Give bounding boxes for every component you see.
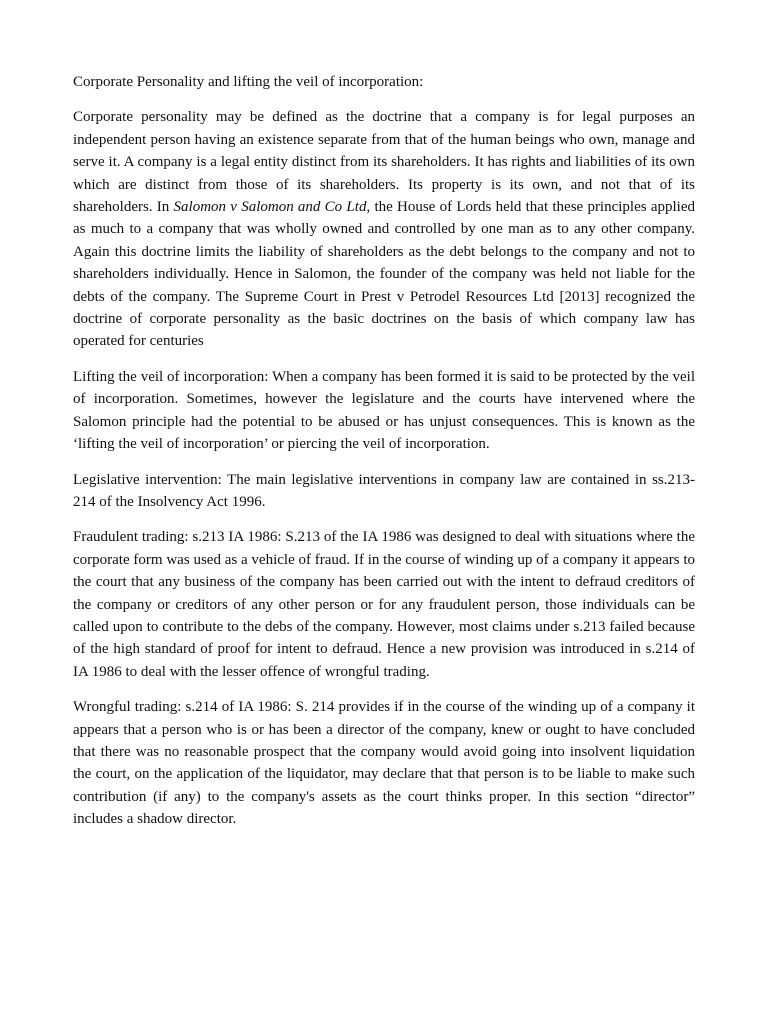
paragraph-corporate-personality (73, 106, 695, 352)
case-citation: Salomon v Salomon and Co Ltd (173, 199, 367, 216)
paragraph-fraudulent-trading: Fraudulent trading: s.213 IA 1986: S.213 of the IA 1986 was designed to deal with situations where the corporate form was used as a vehicle of fraud. If in the course of winding up of a company it appears to the court that any business of the company has been carried out with the intent to defraud creditors of the company or creditors of any other person or for any fraudulent person, those individuals can be called upon to contribute to the debs of the company. However, most claims under s.213 failed because of the high standard of proof for intent to defraud. Hence a new provision was introduced in s.214 of IA 1986 to deal with the lesser offence of wrongful trading. (73, 529, 695, 680)
document-body (73, 71, 695, 844)
paragraph-wrongful-trading: Wrongful trading: s.214 of IA 1986: S. 214 provides if in the course of the winding up of a company it appears that a person who is or has been a director of the company, knew or ought to have concluded that there was no reasonable prospect that the company would avoid going into insolvent liquidation the court, on the application of the liquidator, may declare that that person is to be liable to make such contribution (if any) to the company's assets as the court thinks proper. In this section “director” includes a shadow director. (73, 699, 695, 828)
paragraph-lifting-veil: Lifting the veil of incorporation: When a company has been formed it is said to be protected by the veil of incorporation. Sometimes, however the legislature and the courts have intervened where the Salomon principle had the potential to be abused or has unjust consequences. This is known as the ‘lifting the veil of incorporation’ or piercing the veil of incorporation. (73, 368, 695, 453)
paragraph-text: Corporate personality may be defined as the doctrine that a company is for legal purposes an independent person having an existence separate from that of the human beings who own, manage and serve it. A company is a legal entity distinct from its shareholders. It has rights and liabilities of its own which are distinct from those of its shareholders. Its property is its own, and not that of its shareholders. In (73, 109, 695, 216)
paragraph-text: , the House of Lords held that these principles applied as much to a company that was wholly owned and controlled by one man as to any other company. Again this doctrine limits the liability of shareholders as the debt belongs to the company and not to shareholders individually. Hence in Salomon, the founder of the company was held not liable for the debts of the company. The Supreme Court in Prest v Petrodel Resources Ltd [2013] recognized the doctrine of corporate personality as the basic doctrines on the basis of which company law has operated for centuries (73, 199, 695, 350)
document-title: Corporate Personality and lifting the veil of incorporation: (73, 74, 424, 90)
paragraph-legislative-intervention: Legislative intervention: The main legislative interventions in company law are contained in ss.213-214 of the Insolvency Act 1996. (73, 471, 695, 510)
